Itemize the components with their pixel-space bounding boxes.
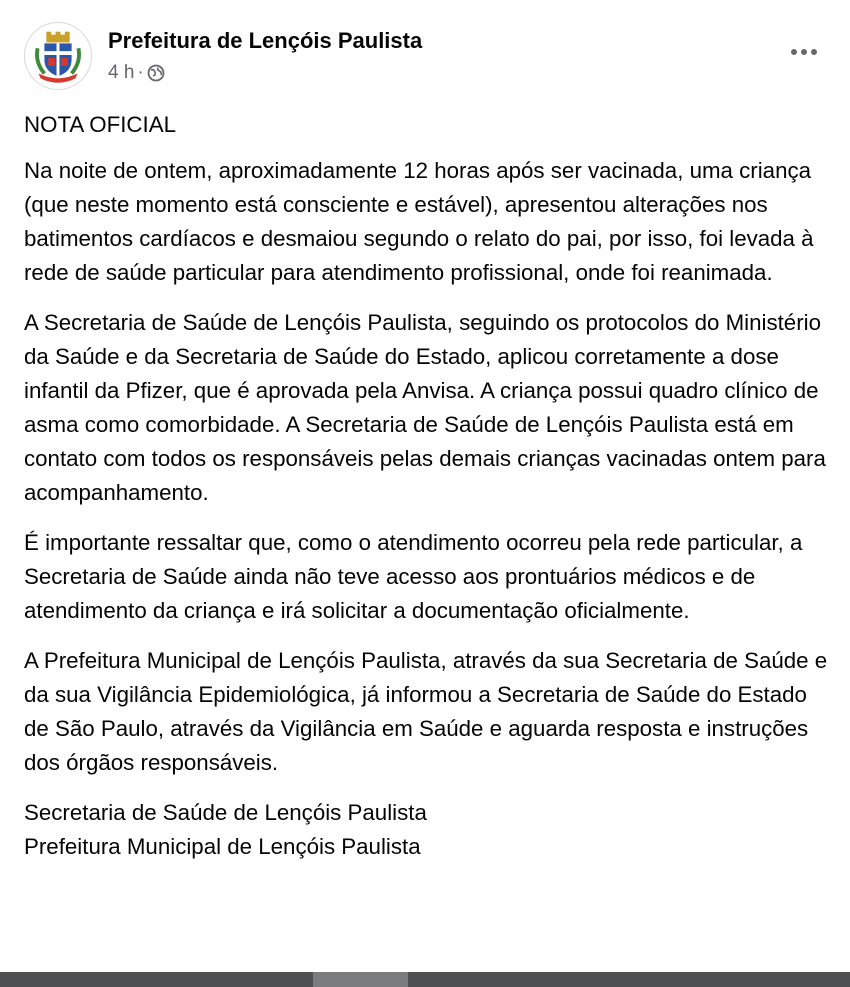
city-coat-of-arms-icon — [25, 23, 91, 89]
globe-icon[interactable] — [147, 64, 165, 82]
post-header — [24, 22, 824, 90]
post-meta — [108, 62, 165, 84]
signature-line-1: Secretaria de Saúde de Lençóis Paulista — [24, 800, 427, 825]
more-options-icon — [790, 48, 818, 56]
signature-line-2: Prefeitura Municipal de Lençóis Paulista — [24, 834, 421, 859]
post-title: NOTA OFICIAL — [24, 112, 176, 137]
post-paragraph-3: É importante ressaltar que, como o atendimento ocorreu pela rede particular, a Secretaria de Saúde ainda não teve acesso aos prontuários médicos e de atendimento da criança e irá solicitar a documentação oficialmente. — [24, 530, 803, 623]
scrollbar-thumb[interactable] — [313, 972, 408, 987]
post-body — [24, 108, 829, 864]
post-paragraph-1: Na noite de ontem, aproximadamente 12 horas após ser vacinada, uma criança (que neste momento está consciente e estável), apresentou alterações nos batimentos cardíacos e desmaiou segundo o relato do pai, por isso, foi levada à rede de saúde particular para atendimento profissional, onde foi reanimada. — [24, 158, 814, 285]
page-name-link[interactable]: Prefeitura de Lençóis Paulista — [108, 28, 423, 53]
post-paragraph-4: A Prefeitura Municipal de Lençóis Paulista, através da sua Secretaria de Saúde e da sua Vigilância Epidemiológica, já informou a Secretaria de Saúde do Estado de São Paulo, através da Vigilância em Saúde e aguarda resposta e instruções dos órgãos responsáveis. — [24, 648, 828, 775]
horizontal-scrollbar[interactable] — [0, 972, 850, 987]
more-options-button[interactable] — [784, 34, 824, 70]
page-avatar[interactable] — [24, 22, 92, 90]
post-timestamp[interactable]: 4 h — [108, 62, 135, 83]
post-paragraph-2: A Secretaria de Saúde de Lençóis Paulista, seguindo os protocolos do Ministério da Saúde e da Secretaria de Saúde do Estado, aplicou corretamente a dose infantil da Pfizer, que é aprovada pela Anvisa. A criança possui quadro clínico de asma como comorbidade. A Secretaria de Saúde de Lençóis Paulista está em contato com todos os responsáveis pelas demais crianças vacinadas ontem para acompanhamento. — [24, 310, 826, 505]
meta-separator: · — [137, 62, 144, 83]
post-signature — [24, 796, 829, 864]
